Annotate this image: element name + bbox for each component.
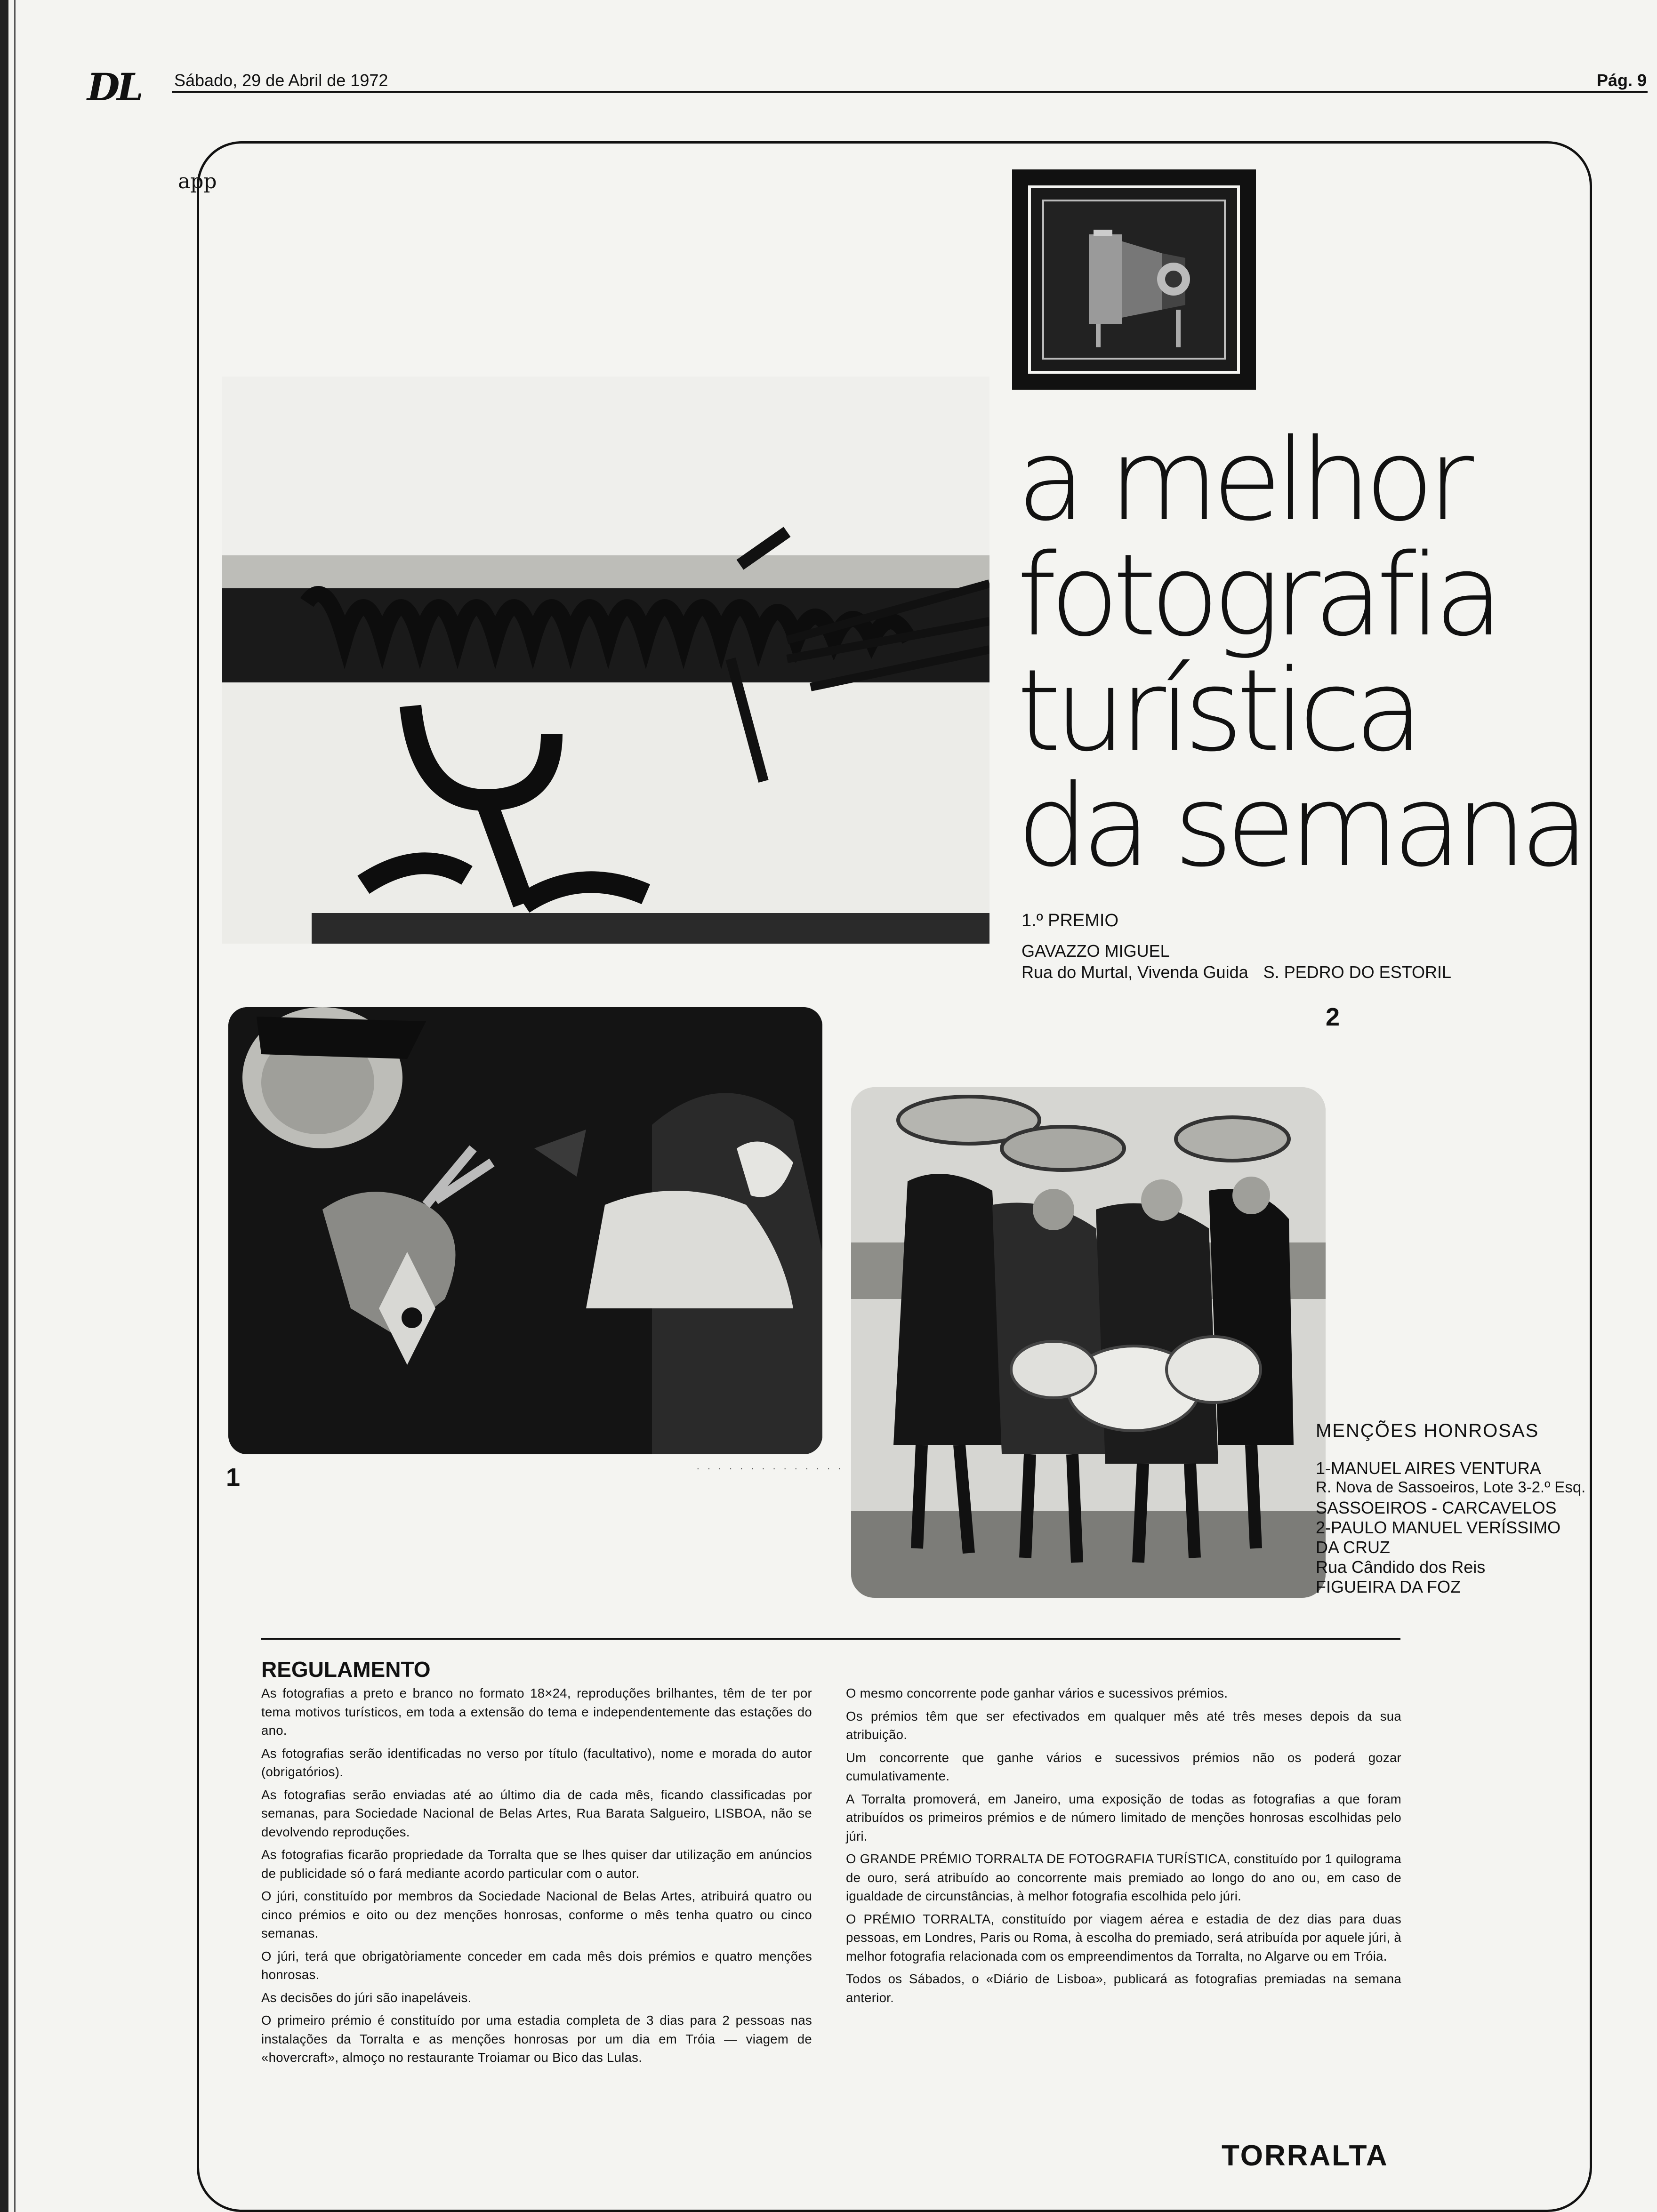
newspaper-logo: DL (87, 65, 141, 109)
hm-line-3: SASSOEIROS - CARCAVELOS (1316, 1498, 1557, 1517)
rules-divider (261, 1638, 1400, 1640)
rule-paragraph: Um concorrente que ganhe vários e sucessivos prémios não os poderá gozar cumulativamente. (846, 1750, 1401, 1783)
rule-paragraph: A Torralta promoverá, em Janeiro, uma exposição de todas as fotografias a que foram atribuídos os primeiros prémios e de número limitado de menções honrosas escolhidas pelo júri. (846, 1791, 1401, 1843)
rule-paragraph: Todos os Sábados, o «Diário de Lisboa», publicará as fotografias premiadas na semana anterior. (846, 1972, 1401, 2005)
hm-line-6: Rua Cândido dos Reis (1316, 1557, 1486, 1577)
rules-column-left (261, 1684, 812, 2071)
folding-camera-icon (1044, 201, 1224, 358)
rule-paragraph: O GRANDE PRÉMIO TORRALTA DE FOTOGRAFIA TURÍSTICA, constituído por 1 quilograma de ouro, será atribuído ao concorrente mais premiado ao longo do ano ou, em caso de igualdade de circunstâncias, à melhor fotografia escolhida pelo júri. (846, 1851, 1401, 1903)
hm-line-5: DA CRUZ (1316, 1538, 1391, 1557)
rule-paragraph: As fotografias serão identificadas no verso por título (facultativo), nome e morada do autor (obrigatórios). (261, 1746, 812, 1779)
agency-mark: app (178, 169, 217, 193)
camera-frame (1028, 185, 1240, 374)
winning-photo-beach-anchors (222, 377, 989, 944)
photo-number-2: 2 (1326, 1003, 1340, 1031)
rule-paragraph: O primeiro prémio é constituído por uma estadia completa de 3 dias para 2 pessoas nas instalações da Torralta e as menções honrosas por um dia em Tróia — viagem de «hovercraft», almoço no restaurante Troiamar ou Bico das Lulas. (261, 2013, 812, 2065)
man-donkey-image (228, 1007, 822, 1454)
rule-paragraph: O júri, terá que obrigatòriamente conceder em cada mês dois prémios e quatro menções honrosas. (261, 1948, 812, 1982)
rule-paragraph: As decisões do júri são inapeláveis. (261, 1990, 472, 2005)
rule-paragraph: As fotografias ficarão propriedade da Torralta que se lhes quiser dar utilização em anúncios de publicidade só o fará mediante acordo particular com o autor. (261, 1847, 812, 1881)
page-number: Pág. 9 (1596, 71, 1647, 90)
hm-line-2: R. Nova de Sassoeiros, Lote 3-2.º Esq. (1316, 1478, 1586, 1496)
hm-line-4: 2-PAULO MANUEL VERÍSSIMO (1316, 1518, 1561, 1537)
first-prize-name: GAVAZZO MIGUEL (1022, 941, 1170, 961)
rule-paragraph: As fotografias a preto e branco no formato 18×24, reproduções brilhantes, têm de ter por tema motivos turísticos, em toda a extensão do tema e independentemente das estações do ano. (261, 1686, 812, 1738)
headline-line-2: fotografia (1017, 529, 1497, 661)
hm-line-7: FIGUEIRA DA FOZ (1316, 1577, 1461, 1596)
beach-anchors-image (222, 377, 989, 944)
rules-title: REGULAMENTO (261, 1657, 431, 1682)
caption-dots: . . . . . . . . . . . . . . (697, 1461, 844, 1472)
rule-paragraph: Os prémios têm que ser efectivados em qualquer mês até três meses depois da sua atribuição. (846, 1708, 1401, 1742)
first-prize-place: S. PEDRO DO ESTORIL (1263, 962, 1452, 982)
women-baskets-image (851, 1087, 1326, 1598)
rule-paragraph: O júri, constituído por membros da Sociedade Nacional de Belas Artes, atribuirá quatro ou cinco prémios e oito ou dez menções honrosas, conforme o mês tenha quatro ou cinco semanas. (261, 1889, 812, 1940)
first-prize-street: Rua do Murtal, Vivenda Guida (1022, 962, 1248, 982)
photo-number-1: 1 (226, 1463, 241, 1491)
rule-paragraph: O mesmo concorrente pode ganhar vários e sucessivos prémios. (846, 1686, 1228, 1700)
page-edge-line (14, 0, 16, 2212)
header-rule (172, 91, 1648, 93)
headline-line-3: turística (1017, 645, 1417, 777)
hm-line-1: 1-MANUEL AIRES VENTURA (1316, 1459, 1541, 1478)
torralta-logo: TORRALTA (1222, 2140, 1389, 2172)
camera-illustration (1012, 169, 1256, 390)
first-prize-address (1022, 962, 1451, 982)
mention-photo-1-man-donkey (228, 1007, 822, 1454)
honorable-mentions-title: MENÇÕES HONROSAS (1316, 1420, 1539, 1441)
first-prize-label: 1.º PREMIO (1022, 911, 1119, 930)
page-edge-shadow (0, 0, 8, 2212)
header-date: Sábado, 29 de Abril de 1972 (174, 71, 388, 90)
rule-paragraph: O PRÉMIO TORRALTA, constituído por viagem aérea e estadia de dez dias para duas pessoas, em Londres, Paris ou Roma, à escolha do premiado, será atribuída por aquele júri, à melhor fotografia relacionada com os empreendimentos da Torralta, no Algarve ou em Tróia. (846, 1911, 1401, 1964)
mention-photo-2-women-baskets (851, 1087, 1326, 1598)
rules-column-right (846, 1684, 1401, 2011)
headline-line-1: a melhor (1017, 414, 1468, 546)
camera-frame-inner (1042, 200, 1226, 360)
rule-paragraph: As fotografias serão enviadas até ao último dia de cada mês, ficando classificadas por semanas, para Sociedade Nacional de Belas Artes, Rua Barata Salgueiro, LISBOA, não se devolvendo reproduções. (261, 1787, 812, 1839)
headline-line-4: da semana (1017, 760, 1583, 892)
